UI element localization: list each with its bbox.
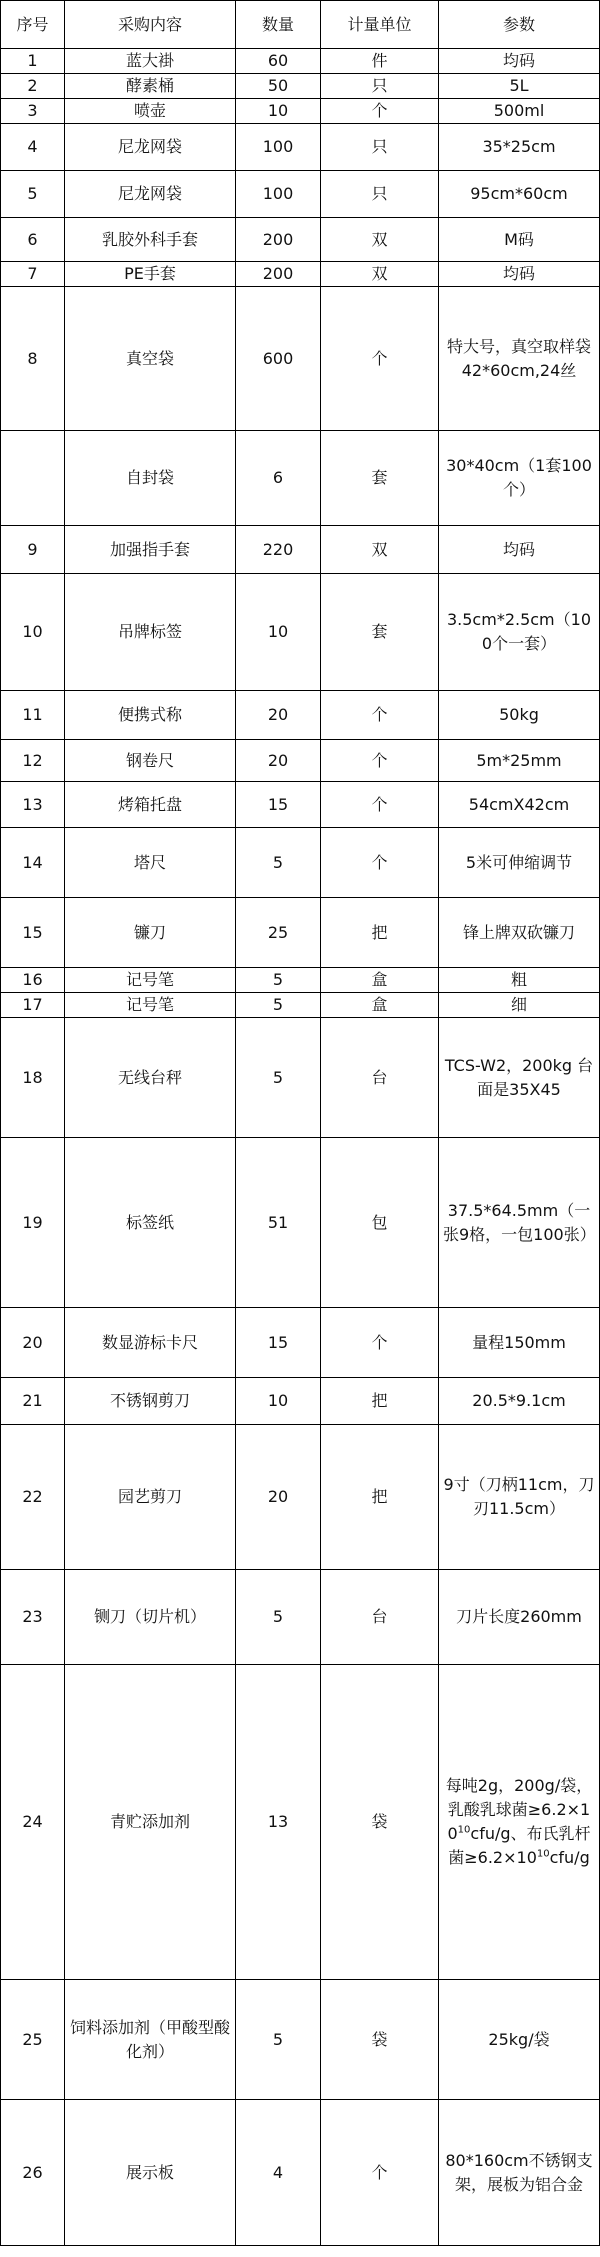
cell-no: 9 — [1, 526, 65, 574]
table-row — [1, 968, 600, 993]
cell-item: 真空袋 — [65, 287, 236, 431]
table-row — [1, 287, 600, 431]
cell-item: 记号笔 — [65, 968, 236, 993]
cell-unit: 个 — [321, 99, 439, 124]
cell-item: 加强指手套 — [65, 526, 236, 574]
cell-qty: 13 — [236, 1665, 321, 1980]
cell-qty: 10 — [236, 574, 321, 691]
cell-spec: 3.5cm*2.5cm（100个一套） — [439, 574, 600, 691]
cell-no: 14 — [1, 828, 65, 898]
cell-item: 无线台秤 — [65, 1018, 236, 1138]
cell-unit: 套 — [321, 431, 439, 526]
cell-spec: 特大号，真空取样袋42*60cm,24丝 — [439, 287, 600, 431]
cell-unit: 把 — [321, 1378, 439, 1425]
cell-spec: 30*40cm（1套100个） — [439, 431, 600, 526]
cell-qty: 20 — [236, 691, 321, 740]
cell-unit: 个 — [321, 287, 439, 431]
cell-unit: 个 — [321, 2100, 439, 2246]
cell-spec: 均码 — [439, 526, 600, 574]
table-row — [1, 171, 600, 218]
cell-unit: 双 — [321, 262, 439, 287]
table-row — [1, 218, 600, 262]
cell-spec: 95cm*60cm — [439, 171, 600, 218]
table-row — [1, 1018, 600, 1138]
table-row — [1, 49, 600, 74]
cell-qty: 25 — [236, 898, 321, 968]
cell-spec: 25kg/袋 — [439, 1980, 600, 2100]
cell-item: 不锈钢剪刀 — [65, 1378, 236, 1425]
cell-unit: 包 — [321, 1138, 439, 1308]
cell-item: 饲料添加剂（甲酸型酸化剂） — [65, 1980, 236, 2100]
cell-item: 乳胶外科手套 — [65, 218, 236, 262]
table-row — [1, 2100, 600, 2246]
table-row — [1, 1425, 600, 1570]
cell-spec: 均码 — [439, 49, 600, 74]
cell-qty: 5 — [236, 1980, 321, 2100]
cell-qty: 5 — [236, 1570, 321, 1665]
cell-qty: 15 — [236, 782, 321, 828]
spec-exponent: 10 — [536, 1848, 550, 1860]
spec-text: cfu/g — [549, 1848, 590, 1867]
cell-no: 8 — [1, 287, 65, 431]
cell-item: 青贮添加剂 — [65, 1665, 236, 1980]
cell-spec: 500ml — [439, 99, 600, 124]
cell-item: 铡刀（切片机） — [65, 1570, 236, 1665]
cell-unit: 套 — [321, 574, 439, 691]
cell-unit: 台 — [321, 1570, 439, 1665]
cell-unit: 只 — [321, 74, 439, 99]
cell-item: 展示板 — [65, 2100, 236, 2246]
table-row — [1, 898, 600, 968]
cell-spec: 刀片长度260mm — [439, 1570, 600, 1665]
cell-spec: 锋上牌双砍镰刀 — [439, 898, 600, 968]
cell-no: 6 — [1, 218, 65, 262]
cell-item: 镰刀 — [65, 898, 236, 968]
header-row — [1, 1, 600, 49]
cell-unit: 个 — [321, 691, 439, 740]
cell-no: 25 — [1, 1980, 65, 2100]
cell-no: 15 — [1, 898, 65, 968]
cell-qty: 220 — [236, 526, 321, 574]
header-item: 采购内容 — [65, 1, 236, 49]
cell-spec: 20.5*9.1cm — [439, 1378, 600, 1425]
cell-no: 12 — [1, 740, 65, 782]
cell-spec: 9寸（刀柄11cm，刀刃11.5cm） — [439, 1425, 600, 1570]
table-row — [1, 740, 600, 782]
table-row — [1, 1570, 600, 1665]
table-row — [1, 74, 600, 99]
header-unit: 计量单位 — [321, 1, 439, 49]
cell-no: 23 — [1, 1570, 65, 1665]
cell-unit: 盒 — [321, 993, 439, 1018]
cell-unit: 台 — [321, 1018, 439, 1138]
cell-unit: 双 — [321, 218, 439, 262]
cell-no: 20 — [1, 1308, 65, 1378]
cell-no: 11 — [1, 691, 65, 740]
cell-unit: 件 — [321, 49, 439, 74]
cell-no: 7 — [1, 262, 65, 287]
cell-qty: 100 — [236, 124, 321, 171]
cell-unit: 把 — [321, 1425, 439, 1570]
cell-item: 标签纸 — [65, 1138, 236, 1308]
cell-no: 4 — [1, 124, 65, 171]
table-row — [1, 526, 600, 574]
cell-no: 22 — [1, 1425, 65, 1570]
cell-no: 18 — [1, 1018, 65, 1138]
cell-item: 喷壶 — [65, 99, 236, 124]
cell-item: 酵素桶 — [65, 74, 236, 99]
cell-qty: 4 — [236, 2100, 321, 2246]
cell-spec: 细 — [439, 993, 600, 1018]
cell-item: 塔尺 — [65, 828, 236, 898]
cell-item: PE手套 — [65, 262, 236, 287]
table-row — [1, 99, 600, 124]
cell-qty: 15 — [236, 1308, 321, 1378]
table-row — [1, 1138, 600, 1308]
cell-qty: 6 — [236, 431, 321, 526]
table-row — [1, 1308, 600, 1378]
cell-no: 1 — [1, 49, 65, 74]
table-row — [1, 691, 600, 740]
cell-unit: 个 — [321, 1308, 439, 1378]
cell-qty: 60 — [236, 49, 321, 74]
cell-unit: 盒 — [321, 968, 439, 993]
cell-no — [1, 431, 65, 526]
cell-unit: 只 — [321, 171, 439, 218]
spec-exponent: 10 — [457, 1824, 471, 1836]
table-row — [1, 993, 600, 1018]
table-row — [1, 828, 600, 898]
cell-spec: 5L — [439, 74, 600, 99]
cell-no: 16 — [1, 968, 65, 993]
table-row — [1, 1378, 600, 1425]
table-row — [1, 262, 600, 287]
cell-no: 26 — [1, 2100, 65, 2246]
cell-no: 2 — [1, 74, 65, 99]
cell-no: 17 — [1, 993, 65, 1018]
cell-item: 吊牌标签 — [65, 574, 236, 691]
table-row — [1, 782, 600, 828]
cell-no: 3 — [1, 99, 65, 124]
cell-item: 钢卷尺 — [65, 740, 236, 782]
cell-unit: 个 — [321, 828, 439, 898]
table-row — [1, 1665, 600, 1980]
cell-unit: 袋 — [321, 1665, 439, 1980]
cell-spec: 5m*25mm — [439, 740, 600, 782]
table-row — [1, 574, 600, 691]
cell-item: 自封袋 — [65, 431, 236, 526]
cell-qty: 200 — [236, 218, 321, 262]
cell-qty: 20 — [236, 740, 321, 782]
cell-qty: 5 — [236, 993, 321, 1018]
cell-qty: 5 — [236, 968, 321, 993]
cell-spec: 5米可伸缩调节 — [439, 828, 600, 898]
cell-qty: 600 — [236, 287, 321, 431]
cell-spec: M码 — [439, 218, 600, 262]
cell-unit: 个 — [321, 782, 439, 828]
cell-unit: 袋 — [321, 1980, 439, 2100]
cell-spec: 50kg — [439, 691, 600, 740]
cell-qty: 200 — [236, 262, 321, 287]
cell-item: 园艺剪刀 — [65, 1425, 236, 1570]
cell-item: 蓝大褂 — [65, 49, 236, 74]
header-qty: 数量 — [236, 1, 321, 49]
spec-text: cfu/g、布氏乳杆菌≥6.2×10 — [448, 1824, 591, 1867]
cell-unit: 双 — [321, 526, 439, 574]
cell-unit: 把 — [321, 898, 439, 968]
cell-qty: 50 — [236, 74, 321, 99]
cell-no: 21 — [1, 1378, 65, 1425]
cell-item: 尼龙网袋 — [65, 124, 236, 171]
cell-qty: 5 — [236, 1018, 321, 1138]
cell-item: 数显游标卡尺 — [65, 1308, 236, 1378]
cell-unit: 个 — [321, 740, 439, 782]
cell-item: 便携式称 — [65, 691, 236, 740]
cell-qty: 20 — [236, 1425, 321, 1570]
cell-qty: 10 — [236, 1378, 321, 1425]
cell-qty: 100 — [236, 171, 321, 218]
cell-no: 24 — [1, 1665, 65, 1980]
cell-item: 尼龙网袋 — [65, 171, 236, 218]
cell-spec: 54cmX42cm — [439, 782, 600, 828]
cell-spec: 35*25cm — [439, 124, 600, 171]
cell-spec: 量程150mm — [439, 1308, 600, 1378]
cell-spec: 均码 — [439, 262, 600, 287]
cell-qty: 5 — [236, 828, 321, 898]
cell-spec: TCS-W2，200kg 台面是35X45 — [439, 1018, 600, 1138]
cell-spec — [439, 1665, 600, 1980]
table-row — [1, 1980, 600, 2100]
cell-item: 烤箱托盘 — [65, 782, 236, 828]
table-row — [1, 431, 600, 526]
cell-qty: 10 — [236, 99, 321, 124]
cell-no: 10 — [1, 574, 65, 691]
spec-text: 每吨2g，200g/袋，乳酸乳球菌≥6.2×10 — [445, 1776, 593, 1843]
table-row — [1, 124, 600, 171]
header-spec: 参数 — [439, 1, 600, 49]
cell-no: 19 — [1, 1138, 65, 1308]
cell-no: 13 — [1, 782, 65, 828]
cell-unit: 只 — [321, 124, 439, 171]
cell-qty: 51 — [236, 1138, 321, 1308]
cell-spec: 80*160cm不锈钢支架，展板为铝合金 — [439, 2100, 600, 2246]
cell-spec: 粗 — [439, 968, 600, 993]
cell-no: 5 — [1, 171, 65, 218]
cell-item: 记号笔 — [65, 993, 236, 1018]
cell-spec: 37.5*64.5mm（一张9格，一包100张） — [439, 1138, 600, 1308]
header-no: 序号 — [1, 1, 65, 49]
